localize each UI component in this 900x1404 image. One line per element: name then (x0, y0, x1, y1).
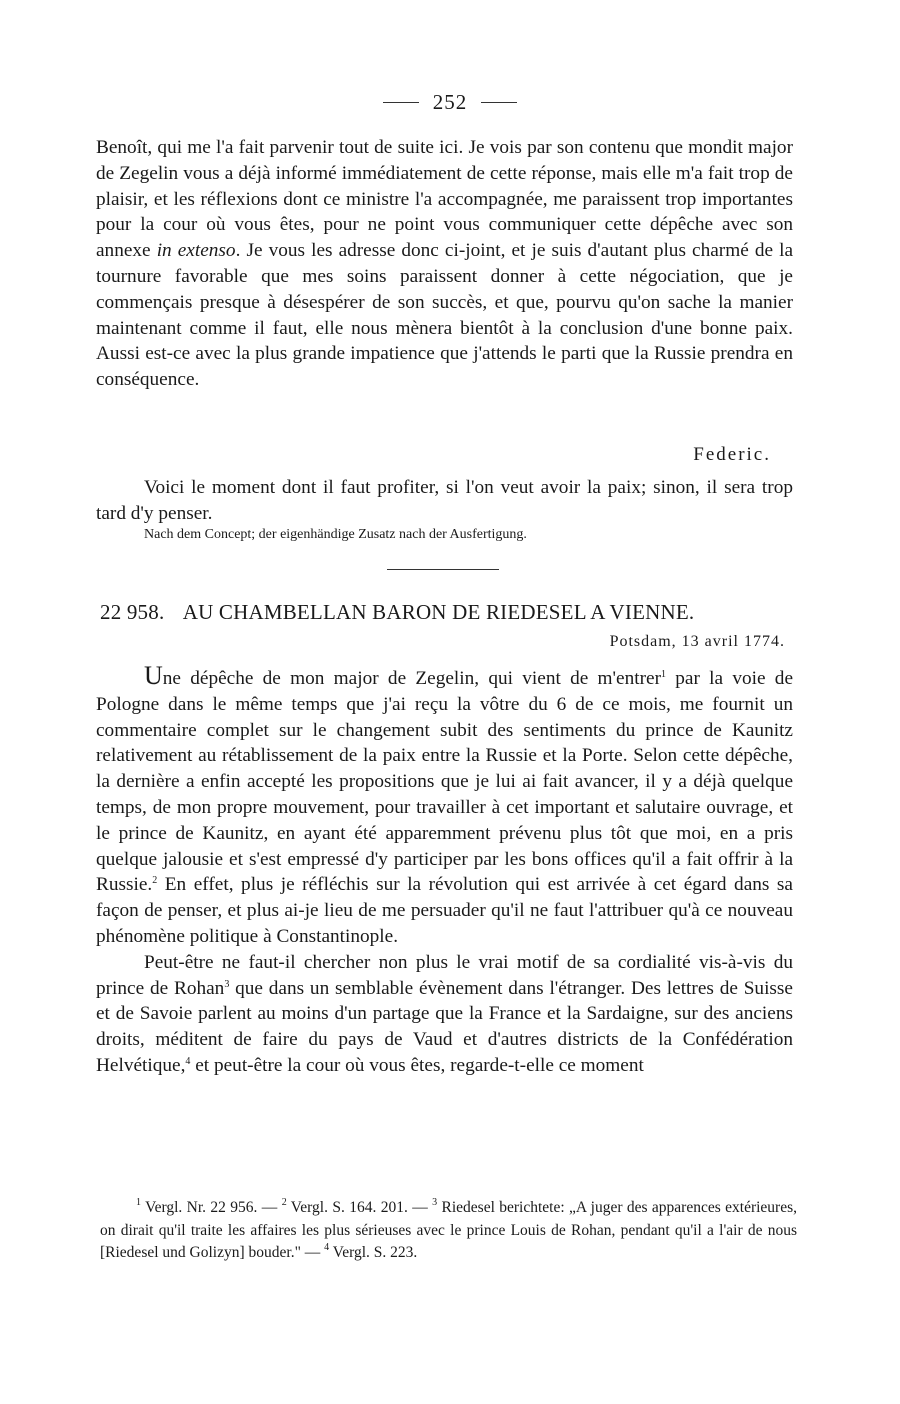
footnote-mark-2: 2 (281, 1197, 287, 1208)
footnote-1: Vergl. Nr. 22 956. — (141, 1199, 282, 1216)
letter1-signature: Federic. (693, 444, 771, 465)
footnotes (100, 1197, 797, 1265)
letter2-p2-text-b: que dans un semblable évènement dans l'étranger. Des lettres de Suisse et de Savoie parlent au moins d'un partage que la France et la Sardaigne, sur des anciens droits, méditent de faire du pays de Vaud et d'autres districts de la Confédération Helvétique, (96, 977, 793, 1076)
section-divider (387, 569, 499, 570)
footnote-mark-3: 3 (432, 1197, 438, 1208)
header-rule-right (481, 102, 517, 103)
letter1-postscript-block (96, 475, 793, 527)
letter2-paragraph-1 (96, 663, 793, 950)
letter1-text-2: . Je vous les adresse donc ci-joint, et je suis d'autant plus charmé de la tournure favorable que mes soins paraissent donner à cette négociation, que je commençais presque à désespérer de son succès, et que, pourvu qu'on sache la manier maintenant comme il faut, elle nous mènera bientôt à la conclusion d'une bonne paix. Aussi est-ce avec la plus grande impatience que j'attends le parti que la Russie prendra en conséquence. (96, 240, 793, 391)
document-number: 22 958. (100, 600, 165, 624)
footnote-ref-1: 1 (661, 669, 666, 680)
letter2-title: AU CHAMBELLAN BARON DE RIEDESEL A VIENNE. (182, 600, 695, 624)
page-number: 252 (432, 90, 468, 114)
header-rule-left (383, 102, 419, 103)
footnote-2: Vergl. S. 164. 201. — (286, 1199, 433, 1216)
letter2-dateline: Potsdam, 13 avril 1774. (609, 633, 785, 650)
footnote-4: Vergl. S. 223. (329, 1244, 418, 1261)
letter2-p2-text-c: et peut-être la cour où vous êtes, regarde-t-elle ce moment (190, 1054, 644, 1076)
footnote-3: Riedesel berichtete: „A juger des apparences extérieures, on dirait qu'il traite les affaires les plus sérieuses avec le prince Louis de Rohan, pendant qu'il a l'air de nous [Riedesel und Golizyn] bouder." — (100, 1199, 798, 1261)
footnote-mark-4: 4 (324, 1242, 330, 1253)
letter2-p1-text-a: Une dépêche de mon major de Zegelin, qui vient de m'entrer (144, 661, 661, 690)
letter1-paragraph (96, 135, 793, 393)
letter1-postscript: Voici le moment dont il faut profiter, si l'on veut avoir la paix; sinon, il sera trop tard d'y penser. (96, 477, 793, 524)
letter2-heading (100, 600, 793, 625)
footnote-block (100, 1197, 797, 1265)
letter2-p1-text-c: En effet, plus je réfléchis sur la révolution qui est arrivée à cet égard dans sa façon de penser, et plus ai-je lieu de me persuader qu'il ne faut l'attribuer qu'à ce nouveau phénomène politique à Constantinople. (96, 874, 793, 947)
letter1-body (96, 135, 793, 393)
footnote-mark-1: 1 (136, 1197, 141, 1208)
letter1-italic-phrase: in extenso (156, 240, 236, 262)
letter2-p1-text-b: par la voie de Pologne dans le même temps que j'ai reçu la vôtre du 6 de ce mois, me fournit un commentaire complet sur le changement subit des sentiments du prince de Kaunitz relativement au rétablissement de la paix entre la Russie et la Porte. Selon cette dépêche, la dernière a enfin accepté les propositions que je lui ai fait avancer, il y a déjà quelque temps, de mon propre mouvement, pour travailler à cet important et salutaire ouvrage, et le prince de Kaunitz, en ayant été apparemment prévenu plus tôt que moi, en a pris quelque jalousie et s'est empressé d'y participer par les bons offices qu'il a fait offrir à la Russie. (96, 668, 794, 896)
footnote-ref-4: 4 (185, 1055, 191, 1067)
page-header (0, 90, 900, 115)
footnote-ref-2: 2 (152, 875, 158, 887)
letter1-text-1: Benoît, qui me l'a fait parvenir tout de suite ici. Je vois par son contenu que mondit major de Zegelin vous a déjà informé immédiatement de cette réponse, mais elle m'a fait trop de plaisir, et les réflexions dont ce ministre l'a accompagnée, me paraissent trop importantes pour la cour où vous êtes, pour ne point vous communiquer cette dépêche avec son annexe (96, 137, 793, 262)
footnote-ref-3: 3 (224, 978, 230, 990)
source-note: Nach dem Concept; der eigenhändige Zusatz nach der Ausfertigung. (144, 527, 527, 542)
letter2-body (96, 663, 793, 1079)
letter2-p2-text-a: Peut-être ne faut-il chercher non plus le vrai motif de sa cordialité vis-à-vis du prince de Rohan (96, 951, 793, 999)
letter2-paragraph-2 (96, 950, 793, 1079)
